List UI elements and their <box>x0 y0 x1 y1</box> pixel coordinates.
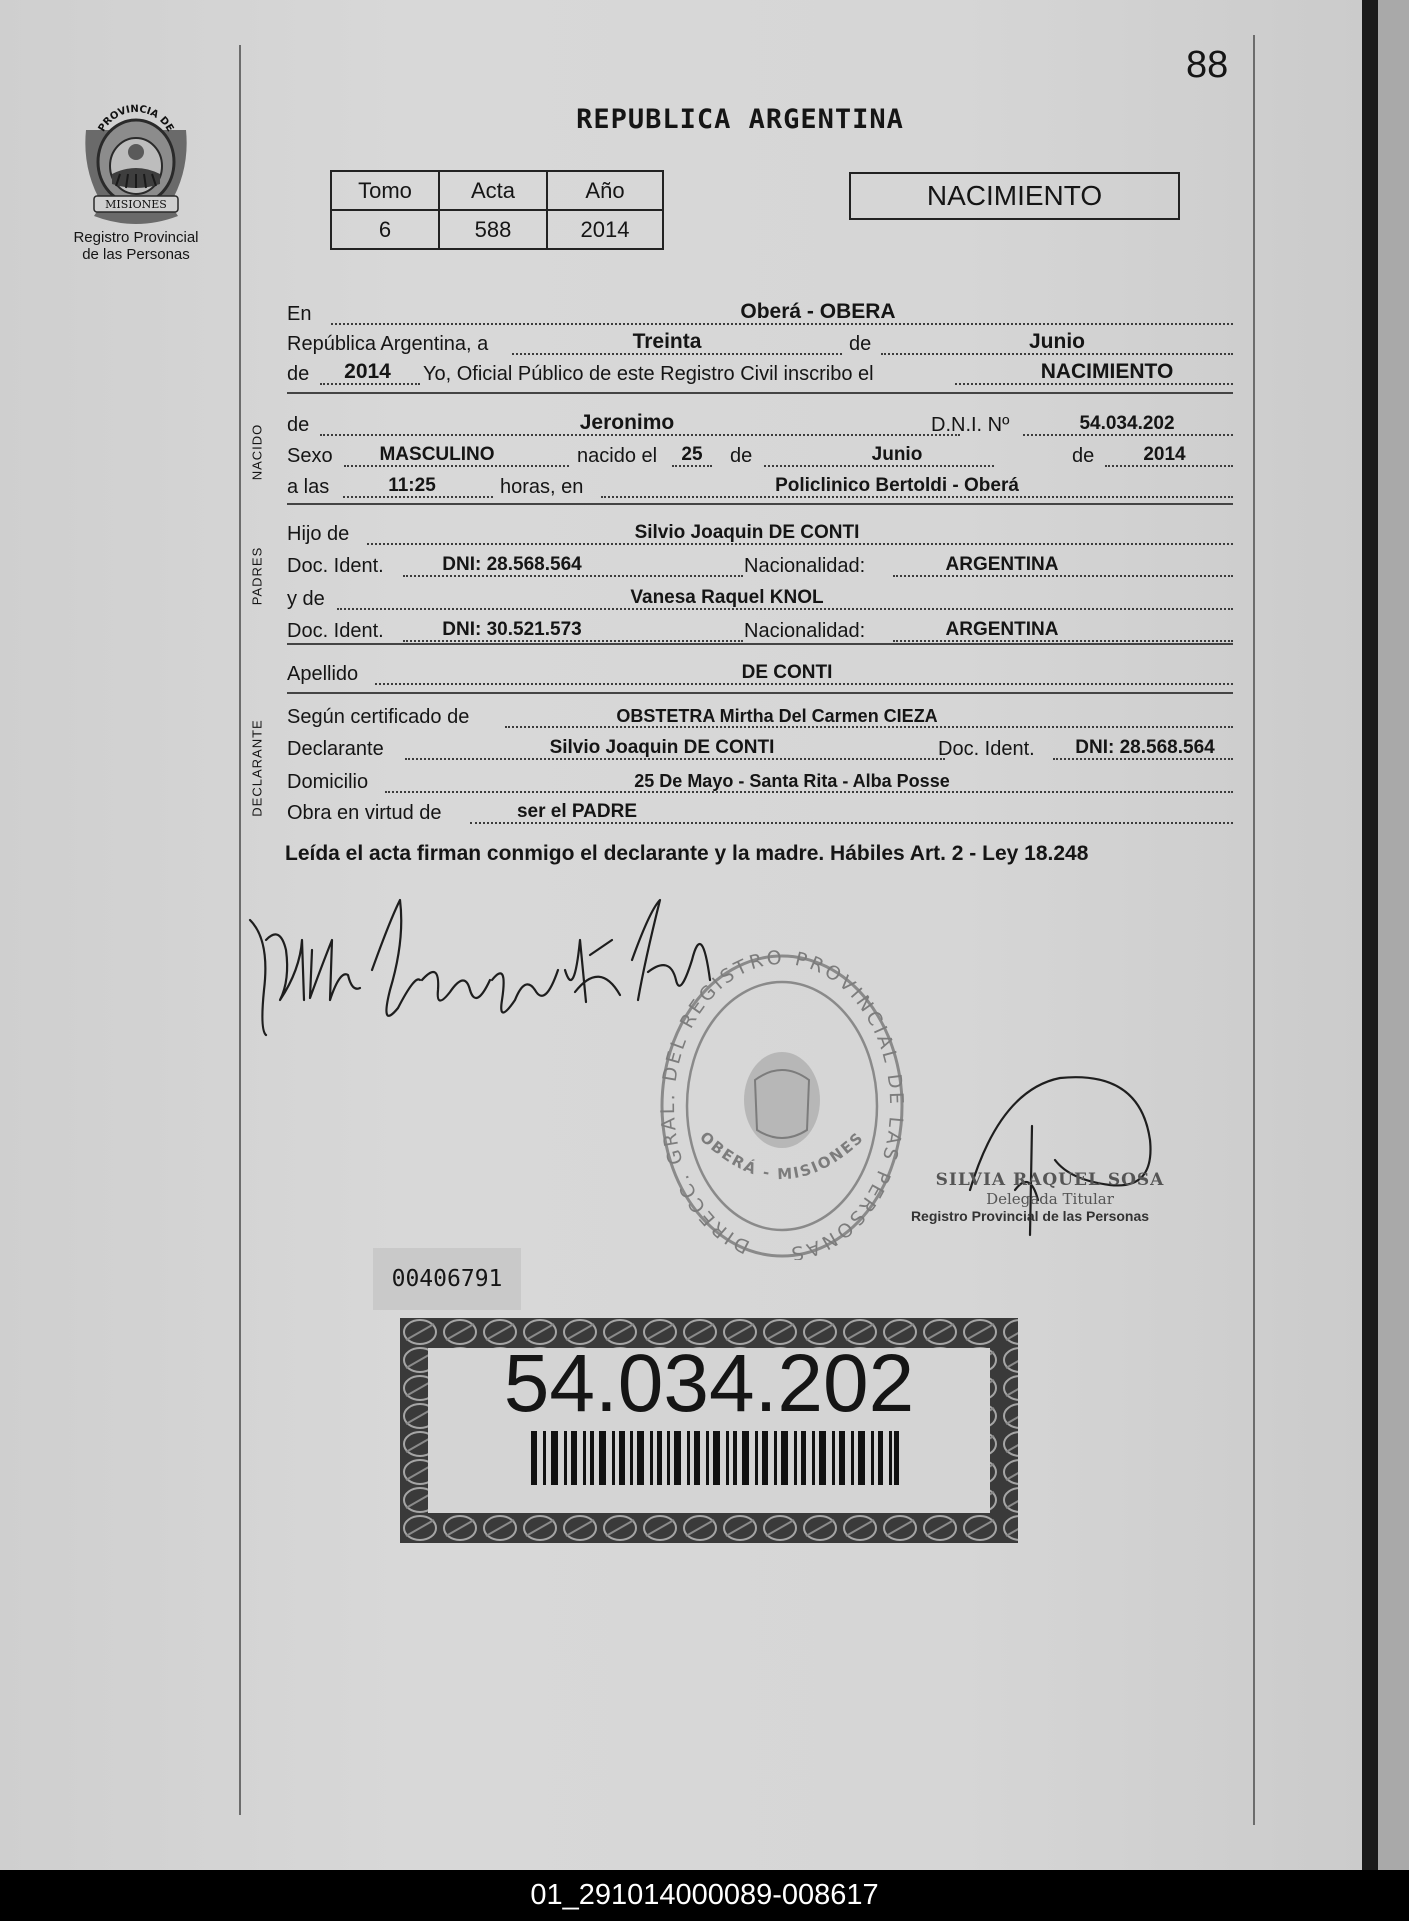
declarante-value: Silvio Joaquin DE CONTI <box>549 737 775 758</box>
reference-table-header-row <box>331 171 663 210</box>
svg-text:MISIONES: MISIONES <box>105 198 167 211</box>
official-name: SILVIA RAQUEL SOSA <box>935 1170 1165 1190</box>
obra-value: ser el PADRE <box>516 801 638 822</box>
section-divider <box>287 392 1233 394</box>
mother-doc-value: DNI: 30.521.573 <box>442 619 582 640</box>
row-birth <box>287 438 1233 472</box>
declarante-label: Declarante <box>287 738 384 760</box>
hijo-de-label: Hijo de <box>287 523 350 545</box>
country-title: REPUBLICA ARGENTINA <box>576 104 904 135</box>
child-dni-value: 54.034.202 <box>1079 413 1175 434</box>
section-divider <box>287 643 1233 645</box>
row-apellido <box>287 656 1233 690</box>
barcode <box>531 1431 899 1485</box>
reference-header-acta: Acta <box>439 171 547 210</box>
birth-year-value: 2014 <box>1143 444 1186 465</box>
birth-place-value: Policlinico Bertoldi - Oberá <box>775 475 1019 496</box>
domicilio-label: Domicilio <box>287 771 369 793</box>
nacido-el-label: nacido el <box>577 445 658 467</box>
oficial-text: Yo, Oficial Público de este Registro Civil inscribo el <box>423 363 874 385</box>
province-coat-of-arms-logo <box>80 100 192 228</box>
apellido-label: Apellido <box>287 663 359 685</box>
row-obra <box>287 795 1233 829</box>
row-place <box>287 296 1233 330</box>
father-doc-value: DNI: 28.568.564 <box>442 554 582 575</box>
row-birth-time-place <box>287 469 1233 503</box>
registry-name-line1: Registro Provincial <box>73 229 199 246</box>
row-mother-doc <box>287 613 1233 647</box>
mother-nationality-value: ARGENTINA <box>945 619 1059 640</box>
inscribed-act-value: NACIMIENTO <box>1040 360 1174 383</box>
svg-text:OBERÁ - MISIONES: OBERÁ - MISIONES <box>696 1127 868 1184</box>
apellido-value: DE CONTI <box>741 662 833 683</box>
sexo-value: MASCULINO <box>379 444 495 465</box>
file-id-footer: 01_291014000089-008617 <box>0 1870 1409 1921</box>
horas-label: horas, en <box>500 476 584 498</box>
day-words-value: Treinta <box>632 330 702 353</box>
father-name-value: Silvio Joaquin DE CONTI <box>634 522 860 543</box>
reference-value-tomo: 6 <box>331 210 439 249</box>
doc-ident-label: Doc. Ident. <box>938 738 1035 760</box>
row-domicilio <box>287 764 1233 798</box>
section-label-nacido: NACIDO <box>249 423 265 481</box>
y-de-label: y de <box>287 588 325 610</box>
row-inscription <box>287 356 1233 390</box>
scan-background <box>1378 0 1409 1870</box>
de-label: de <box>287 363 310 385</box>
certificado-value: OBSTETRA Mirtha Del Carmen CIEZA <box>616 706 938 726</box>
a-las-label: a las <box>287 476 330 498</box>
svg-text:PROVINCIA DE: PROVINCIA DE <box>96 103 176 134</box>
row-name <box>287 407 1233 441</box>
row-father-doc <box>287 548 1233 582</box>
month-value: Junio <box>1029 330 1085 353</box>
section-label-padres: PADRES <box>249 546 265 606</box>
reference-value-acta: 588 <box>439 210 547 249</box>
father-nationality-value: ARGENTINA <box>945 554 1059 575</box>
nacionalidad-label: Nacionalidad: <box>744 555 866 577</box>
sexo-label: Sexo <box>287 445 333 467</box>
reference-header-anio: Año <box>547 171 663 210</box>
official-organization: Registro Provincial de las Personas <box>910 1208 1150 1224</box>
right-margin-line <box>1253 35 1255 1825</box>
republica-label: República Argentina, a <box>287 333 489 355</box>
svg-text:DIRECC. GRAL. DEL REGISTRO PRO: DIRECC. GRAL. DEL REGISTRO PROVINCIAL DE LAS PERSONAS <box>657 950 907 1260</box>
row-mother <box>287 581 1233 615</box>
scan-edge <box>1362 0 1378 1870</box>
declarante-doc-value: DNI: 28.568.564 <box>1075 737 1215 758</box>
dni-label: D.N.I. Nº <box>931 414 1010 436</box>
row-father <box>287 516 1233 550</box>
row-declarante <box>287 731 1233 765</box>
child-name-value: Jeronimo <box>579 411 675 434</box>
doc-ident-label: Doc. Ident. <box>287 555 384 577</box>
serial-number: 00406791 <box>373 1248 521 1310</box>
nacionalidad-label: Nacionalidad: <box>744 620 866 642</box>
en-label: En <box>287 303 312 325</box>
year-value: 2014 <box>344 360 391 383</box>
registry-stamp <box>657 950 907 1260</box>
reference-value-anio: 2014 <box>547 210 663 249</box>
doc-ident-label: Doc. Ident. <box>287 620 384 642</box>
id-number: 54.034.202 <box>503 1338 915 1429</box>
section-divider <box>287 503 1233 505</box>
certificado-label: Según certificado de <box>287 706 470 728</box>
birth-day-value: 25 <box>681 444 703 465</box>
de-label: de <box>1072 445 1095 467</box>
official-role: Delegada Titular <box>986 1190 1114 1208</box>
reference-header-tomo: Tomo <box>331 171 439 210</box>
act-type-box: NACIMIENTO <box>849 172 1180 220</box>
section-divider <box>287 692 1233 694</box>
reference-table-value-row <box>331 210 663 249</box>
registry-name <box>60 229 212 263</box>
official-block <box>880 1170 1180 1224</box>
de-label: de <box>287 414 310 436</box>
birth-time-value: 11:25 <box>388 475 436 496</box>
domicilio-value: 25 De Mayo - Santa Rita - Alba Posse <box>634 771 950 791</box>
section-label-declarante: DECLARANTE <box>249 719 265 817</box>
place-value: Oberá - OBERA <box>740 300 896 323</box>
row-certificado <box>287 699 1233 733</box>
obra-label: Obra en virtud de <box>287 802 442 824</box>
closing-statement: Leída el acta firman conmigo el declarante y la madre. Hábiles Art. 2 - Ley 18.248 <box>285 842 1089 865</box>
row-date <box>287 326 1233 360</box>
registry-name-line2: de las Personas <box>82 246 190 263</box>
birth-month-value: Junio <box>871 444 923 465</box>
reference-table <box>330 170 664 250</box>
de-label: de <box>730 445 753 467</box>
page-number: 88 <box>1186 44 1229 86</box>
mother-name-value: Vanesa Raquel KNOL <box>630 587 824 608</box>
de-label: de <box>849 333 872 355</box>
